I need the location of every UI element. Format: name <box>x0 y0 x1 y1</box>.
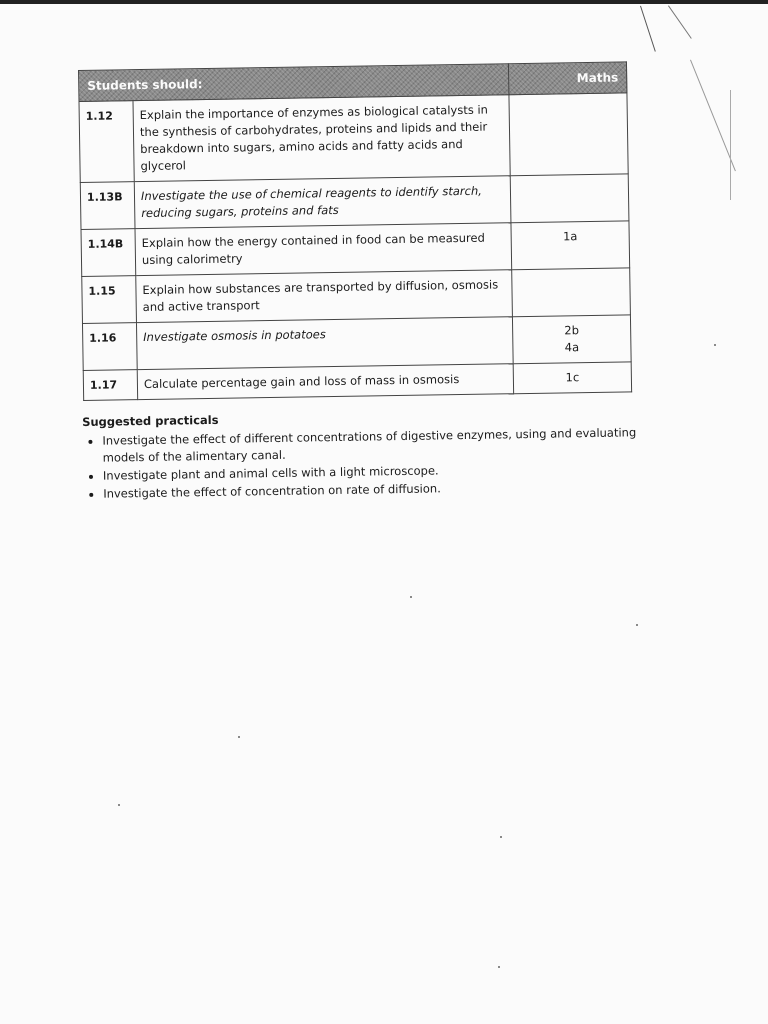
scan-artifact-line <box>640 6 656 52</box>
row-description: Explain how substances are transported by diffusion, osmosis and active transport <box>136 270 513 323</box>
row-description: Explain how the energy contained in food can be measured using calorimetry <box>135 223 512 276</box>
scan-speck <box>410 596 412 598</box>
scan-speck <box>118 804 120 806</box>
table-row <box>81 221 630 277</box>
row-maths: 1a <box>511 221 630 270</box>
row-code: 1.14B <box>81 229 136 277</box>
row-maths: 2b 4a <box>512 315 631 364</box>
practical-item: • Investigate the effect of different concentrations of digestive enzymes, using and evaluating models of the alimentary canal. <box>102 424 642 466</box>
spec-table-sheet <box>78 61 631 401</box>
scan-speck <box>636 624 638 626</box>
row-code: 1.12 <box>79 101 134 183</box>
practicals-title: Suggested practicals <box>82 412 219 429</box>
row-maths <box>510 174 629 223</box>
specification-table <box>78 61 632 401</box>
table-row <box>79 93 628 183</box>
row-code: 1.16 <box>82 323 137 371</box>
scan-artifact-line <box>690 60 736 172</box>
row-description: Explain the importance of enzymes as biological catalysts in the synthesis of carbohydrates, proteins and lipids and their breakdown into sugars, amino acids and fatty acids and glycerol <box>133 95 510 182</box>
table-body <box>79 93 632 401</box>
table-row <box>80 174 629 230</box>
practicals-list <box>82 424 643 503</box>
row-code: 1.15 <box>82 276 137 324</box>
row-code: 1.17 <box>83 370 137 401</box>
scan-edge <box>0 0 768 4</box>
scan-speck <box>498 966 500 968</box>
row-maths <box>512 268 631 317</box>
scan-speck <box>714 344 716 346</box>
scan-artifact-line <box>668 5 692 38</box>
practical-item: • Investigate plant and animal cells with a light microscope. <box>103 459 643 484</box>
row-description: Investigate the use of chemical reagents to identify starch, reducing sugars, proteins and fats <box>134 176 511 229</box>
row-maths: 1c <box>513 362 631 394</box>
row-maths <box>509 93 628 176</box>
row-description: Calculate percentage gain and loss of mass in osmosis <box>137 364 513 400</box>
table-row <box>82 315 631 371</box>
row-description: Investigate osmosis in potatoes <box>136 317 513 370</box>
scan-speck <box>238 736 240 738</box>
scan-speck <box>500 836 502 838</box>
table-row <box>82 268 631 324</box>
row-code: 1.13B <box>80 182 135 230</box>
scan-artifact-line <box>730 90 731 200</box>
maths-header: Maths <box>508 62 626 95</box>
students-should-header: Students should: <box>79 64 509 102</box>
suggested-practicals <box>82 405 643 504</box>
practical-item: • Investigate the effect of concentration on rate of diffusion. <box>103 477 643 502</box>
